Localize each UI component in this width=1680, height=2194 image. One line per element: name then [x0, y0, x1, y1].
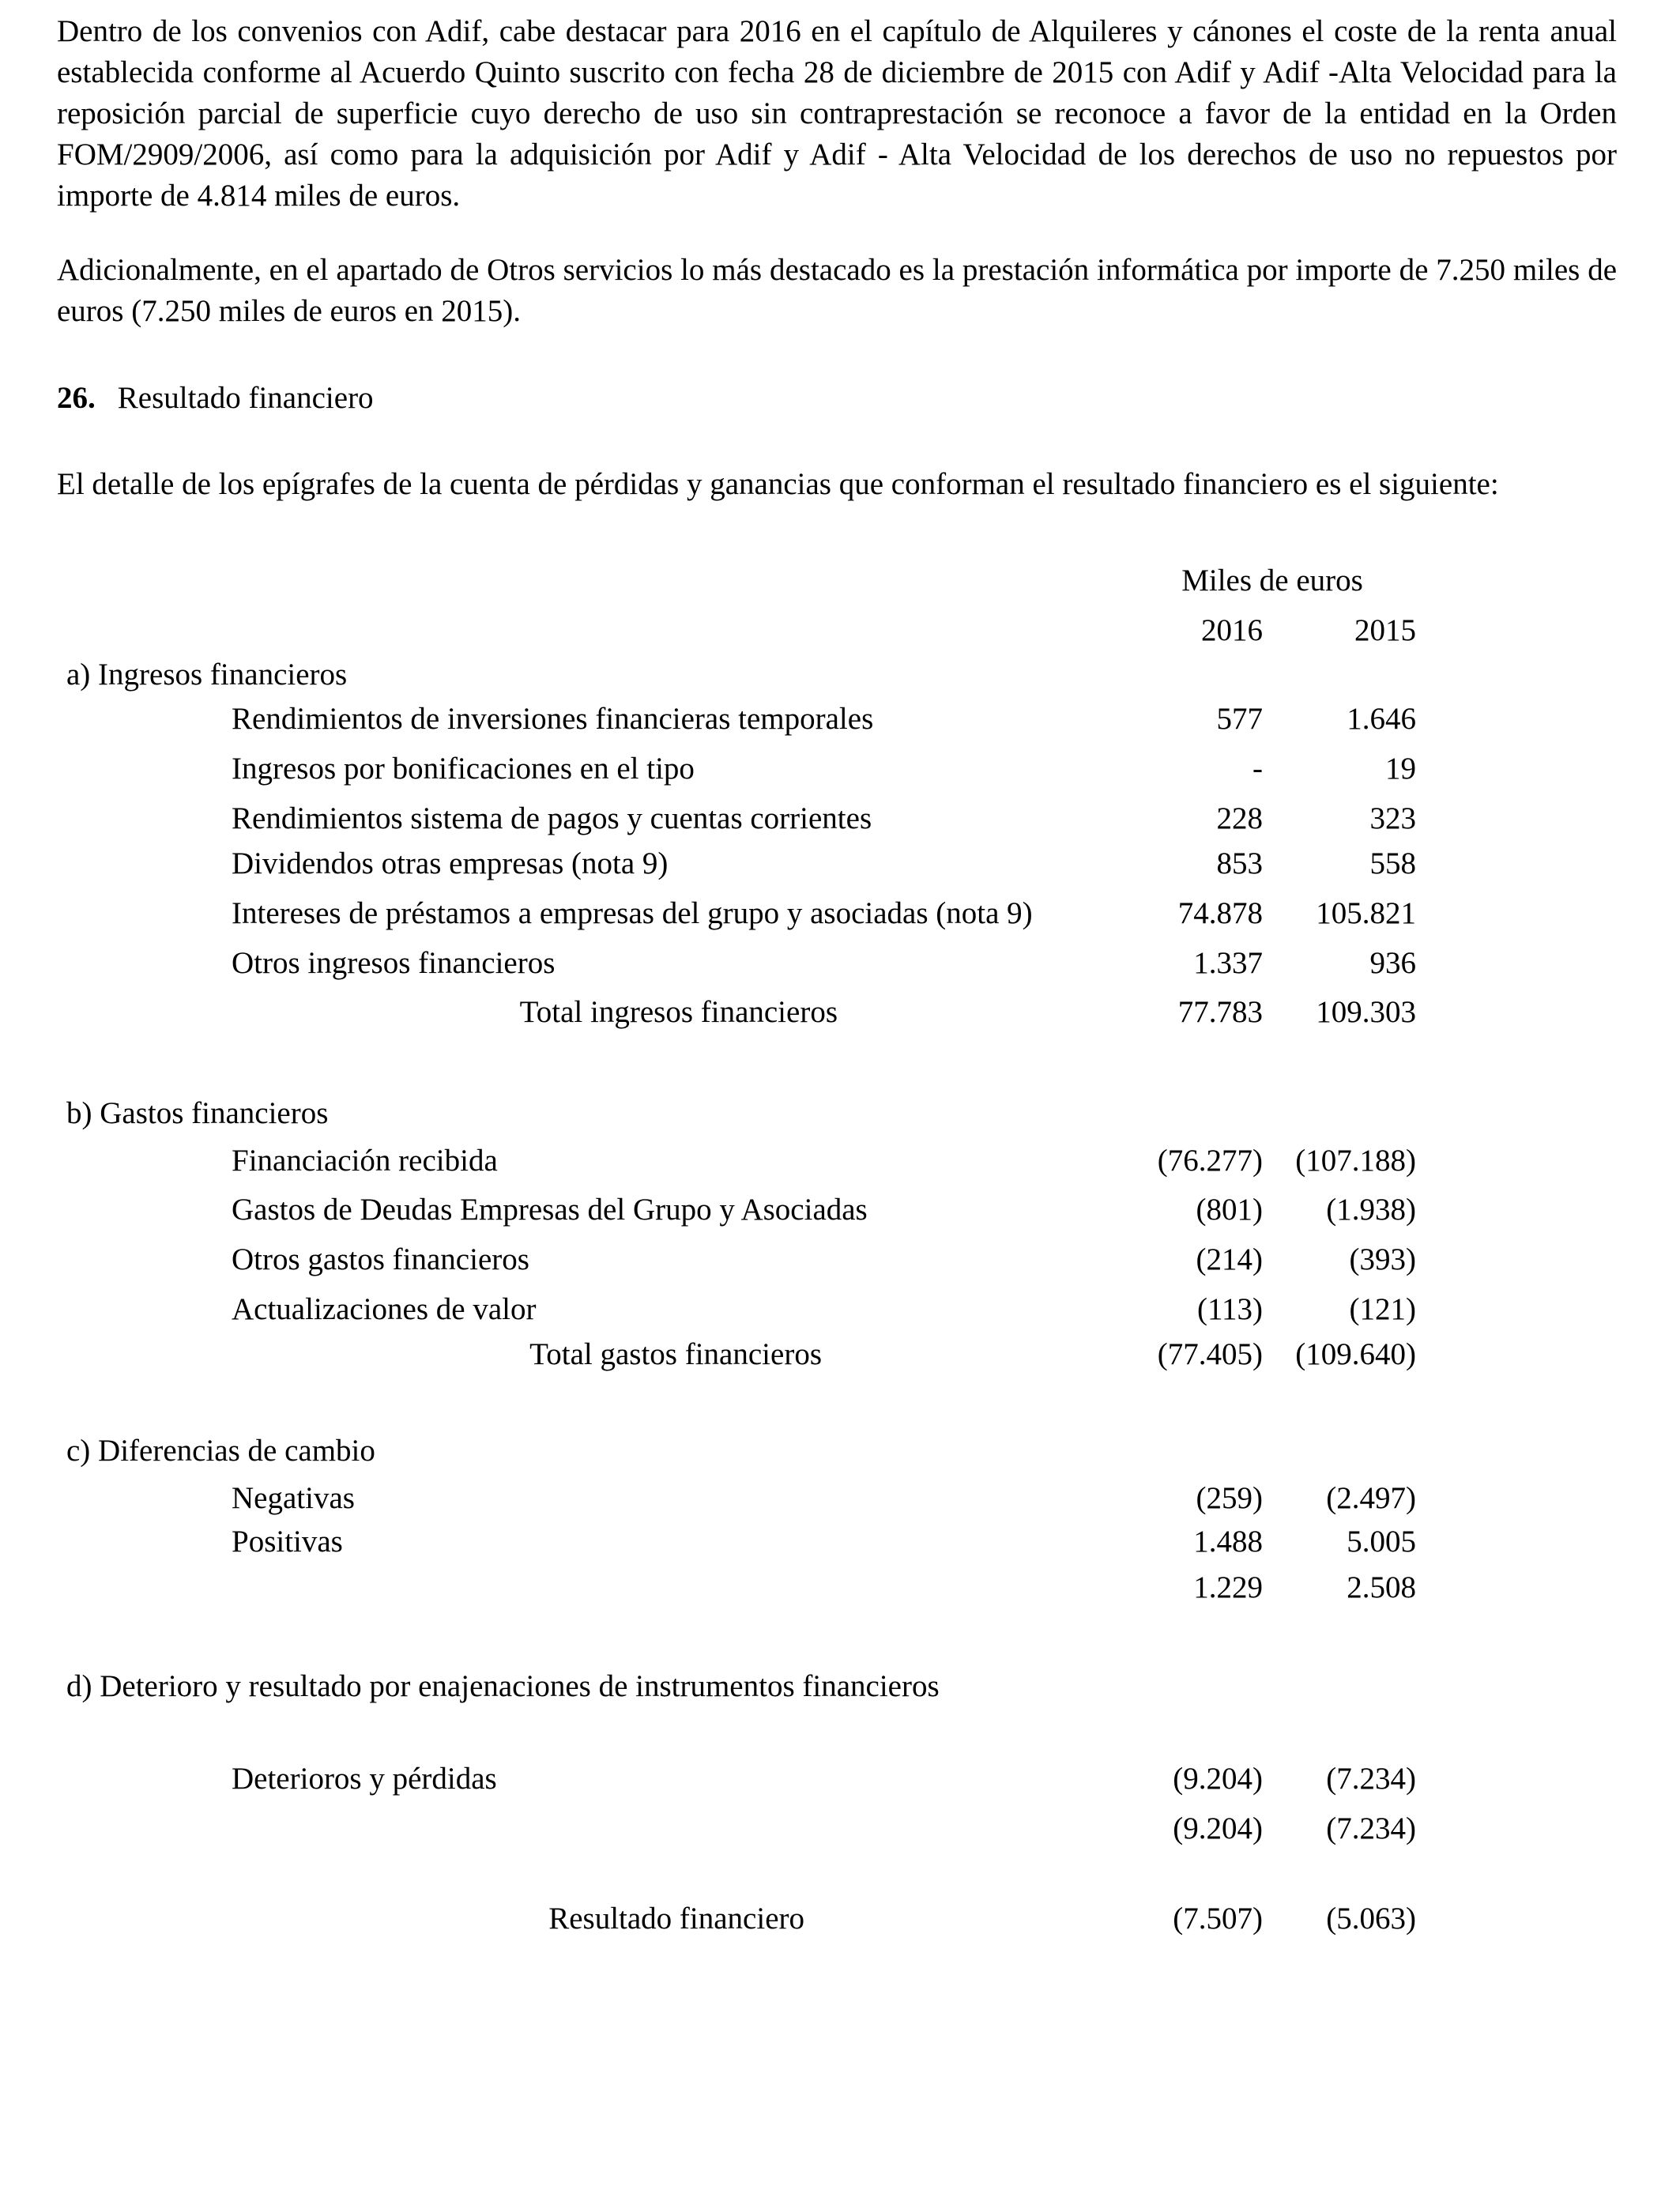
table-cell-2015: (7.234) [1326, 1762, 1416, 1796]
table-cell-2015: (1.938) [1326, 1193, 1416, 1227]
section-c-title: c) Diferencias de cambio [66, 1434, 375, 1468]
subtotal-deterioro-2015: (7.234) [1326, 1811, 1416, 1845]
resultado-financiero-2015: (5.063) [1326, 1902, 1416, 1936]
section-a-title: a) Ingresos financieros [66, 658, 348, 692]
table-cell-2015: (121) [1349, 1292, 1416, 1326]
table-row-label: Ingresos por bonificaciones en el tipo [232, 752, 695, 786]
table-cell-2016: 577 [1216, 702, 1263, 736]
section-heading [57, 378, 374, 419]
table-cell-2015: 19 [1385, 752, 1416, 786]
subtotal-cambio-2016: 1.229 [1193, 1570, 1263, 1604]
table-cell-2016: - [1252, 752, 1263, 786]
table-cell-2016: 228 [1216, 801, 1263, 835]
total-gastos-label: Total gastos financieros [529, 1337, 822, 1371]
resultado-financiero-2016: (7.507) [1173, 1902, 1263, 1936]
table-cell-2015: 1.646 [1347, 702, 1416, 736]
table-cell-2015: (107.188) [1295, 1144, 1416, 1178]
table-cell-2016: 853 [1216, 846, 1263, 880]
table-cell-2015: 558 [1369, 846, 1416, 880]
table-row-label: Otros ingresos financieros [232, 946, 556, 980]
table-cell-2016: 1.488 [1193, 1525, 1263, 1559]
table-row-label: Otros gastos financieros [232, 1242, 529, 1276]
paragraph-detalle: El detalle de los epígrafes de la cuenta de pérdidas y ganancias que conforman el resultado financiero es el siguiente: [57, 467, 1499, 501]
table-cell-2016: (259) [1196, 1481, 1263, 1515]
total-ingresos-2015: 109.303 [1316, 995, 1416, 1029]
section-d-title: d) Deterioro y resultado por enajenaciones de instrumentos financieros [66, 1669, 940, 1703]
table-row-label: Deterioros y pérdidas [232, 1762, 497, 1796]
table-cell-2015: 105.821 [1316, 896, 1416, 930]
section-title: Resultado financiero [117, 381, 374, 415]
total-ingresos-label: Total ingresos financieros [519, 995, 838, 1029]
subtotal-deterioro-2016: (9.204) [1173, 1811, 1263, 1845]
paragraph-otros-servicios: Adicionalmente, en el apartado de Otros servicios lo más destacado es la prestación informática por importe de 7.250 miles de euros (7.250 miles de euros en 2015). [57, 253, 1617, 328]
table-cell-2016: (113) [1196, 1292, 1263, 1326]
table-cell-2015: (2.497) [1326, 1481, 1416, 1515]
table-row-label: Positivas [232, 1525, 343, 1559]
total-gastos-2016: (77.405) [1157, 1337, 1263, 1371]
table-row-label: Financiación recibida [232, 1144, 498, 1178]
table-cell-2015: 323 [1369, 801, 1416, 835]
section-b-title: b) Gastos financieros [66, 1096, 329, 1130]
table-row-label: Actualizaciones de valor [232, 1292, 537, 1326]
table-cell-2015: (393) [1349, 1242, 1416, 1276]
table-cell-2015: 5.005 [1347, 1525, 1416, 1559]
resultado-financiero-label: Resultado financiero [548, 1902, 804, 1936]
table-row-label: Dividendos otras empresas (nota 9) [232, 846, 669, 880]
table-cell-2016: 1.337 [1193, 946, 1263, 980]
table-cell-2015: 936 [1369, 946, 1416, 980]
table-cell-2016: (801) [1196, 1193, 1263, 1227]
table-row-label: Negativas [232, 1481, 355, 1515]
table-row-label: Rendimientos sistema de pagos y cuentas corrientes [232, 801, 872, 835]
table-cell-2016: (76.277) [1157, 1144, 1263, 1178]
table-cell-2016: (9.204) [1173, 1762, 1263, 1796]
unit-header: Miles de euros [1181, 564, 1363, 598]
table-cell-2016: 74.878 [1177, 896, 1263, 930]
table-cell-2016: (214) [1196, 1242, 1263, 1276]
table-row-label: Rendimientos de inversiones financieras temporales [232, 702, 874, 736]
year-header-2016: 2016 [1201, 613, 1263, 647]
table-row-label: Intereses de préstamos a empresas del grupo y asociadas (nota 9) [232, 896, 1033, 930]
total-gastos-2015: (109.640) [1295, 1337, 1416, 1371]
paragraph-convenios-adif: Dentro de los convenios con Adif, cabe destacar para 2016 en el capítulo de Alquileres y cánones el coste de la renta anual establecida conforme al Acuerdo Quinto suscrito con fecha 28 de diciembre de 2015 con Adif y Adif -Alta Velocidad para la reposición parcial de superficie cuyo derecho de uso sin contraprestación se reconoce a favor de la entidad en la Orden FOM/2909/2006, así como para la adquisición por Adif y Adif - Alta Velocidad de los derechos de uso no repuestos por importe de 4.814 miles de euros. [57, 14, 1617, 213]
section-number: 26. [57, 381, 96, 415]
total-ingresos-2016: 77.783 [1177, 995, 1263, 1029]
year-header-2015: 2015 [1354, 613, 1416, 647]
subtotal-cambio-2015: 2.508 [1347, 1570, 1416, 1604]
table-row-label: Gastos de Deudas Empresas del Grupo y Asociadas [232, 1193, 868, 1227]
